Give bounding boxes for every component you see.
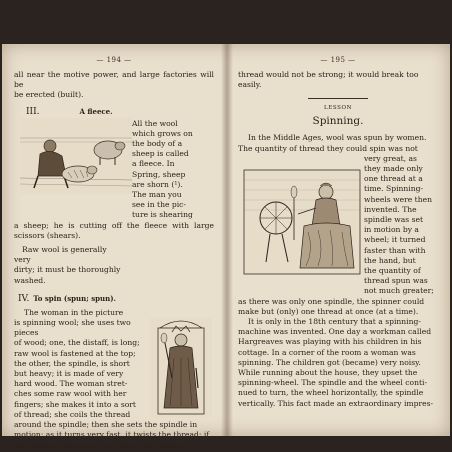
beside-fig-line: in motion by a	[364, 225, 419, 235]
raw-wool-line: Raw wool is generally very	[14, 245, 107, 265]
beside-fig-line: they made only	[364, 164, 423, 174]
body-line: machine was invented. One day a workman called	[238, 327, 432, 337]
spin-line: fingers; she makes it into a sort	[14, 399, 136, 409]
spin-line: the different fibres of wool were not twisted, the	[14, 440, 202, 450]
book-gutter	[221, 44, 233, 436]
beside-fig-line: very great, as	[364, 153, 417, 163]
section-roman: IV.	[18, 293, 30, 304]
beside-fig-line: not much greater;	[364, 286, 434, 296]
spinning-wheel-illustration	[244, 170, 360, 274]
section-fleece-heading	[14, 107, 214, 117]
fleece-line: All the wool	[132, 118, 178, 128]
body-line: It is only in the 18th century that a spinning-	[248, 317, 421, 327]
fleece-continuation: a sheep; he is cutting off the fleece with large scissors (shears).	[14, 220, 214, 240]
body-line: spinning-wheel. The spindle and the wheel conti-	[238, 378, 428, 388]
lesson-title: Spinning.	[312, 115, 364, 128]
spin-line: motion; as it turns very fast, it twists the thread; if	[14, 430, 210, 440]
fleece-line: The man you	[132, 190, 182, 200]
spin-line: ches some raw wool with her	[14, 389, 127, 399]
raw-wool-line: dirty; it must be thoroughly	[14, 265, 121, 275]
left-page-number: — 194 —	[96, 56, 132, 64]
beside-fig-line: the hand, but	[364, 255, 416, 265]
beside-fig-line: faster than with	[364, 245, 426, 255]
fleece-line: ture is shearing	[132, 210, 193, 220]
section-title: A fleece.	[79, 106, 113, 116]
body-line: make but (only) one thread at once (at a time).	[238, 306, 419, 316]
raw-wool-line: washed.	[14, 275, 46, 285]
lesson-rule	[308, 98, 368, 99]
fleece-line: Spring, sheep	[132, 169, 186, 179]
body-line: While running about the house, they upset the	[238, 368, 418, 378]
beside-fig-line: the quantity of	[364, 266, 421, 276]
fleece-line: a fleece. In	[132, 159, 175, 169]
beside-figure-column	[364, 154, 438, 297]
beside-fig-line: one thread at a	[364, 174, 423, 184]
section-spin-heading	[14, 294, 214, 304]
fleece-line: are shorn (¹).	[132, 179, 183, 189]
intro-line: In the Middle Ages, wool was spun by women.	[248, 133, 427, 143]
body-line: vertically. This fact made an extraordinary impres-	[238, 398, 434, 408]
beside-fig-line: spindle was set	[364, 215, 424, 225]
fleece-line: the body of a	[132, 139, 183, 149]
body-line: spinning. The children got (became) very noisy.	[238, 357, 421, 367]
shearing-illustration	[20, 118, 132, 194]
body-line: Hargreaves was playing with his children in his	[238, 337, 422, 347]
body-line: cottage. In a corner of the room a woman was	[238, 347, 416, 357]
right-page-number: — 195 —	[320, 56, 356, 64]
spin-line: is spinning wool; she uses two pieces	[14, 318, 131, 338]
spin-line: hard wood. The woman stret-	[14, 379, 128, 389]
fleece-column	[132, 119, 214, 221]
spin-column	[14, 308, 146, 420]
spin-line: but heavy; it is made of very	[14, 369, 124, 379]
beside-fig-line: wheel; it turned	[364, 235, 426, 245]
lesson-label: LESSON	[323, 105, 353, 112]
spin-line: around the spindle; then she sets the spindle in	[14, 420, 198, 430]
body-line: nued to turn, the wheel horizontally, the spindle	[238, 388, 424, 398]
beside-fig-line: time. Spinning-	[364, 184, 424, 194]
right-top-line: thread would not be strong; it would break too	[238, 70, 419, 79]
fleece-line: which grows on	[132, 128, 193, 138]
beside-fig-line: thread spun was	[364, 276, 428, 286]
spin-line: The woman in the picture	[24, 307, 124, 317]
right-top-line: easily.	[238, 80, 262, 90]
left-top-line2: be erected (built).	[14, 90, 84, 100]
intro-line: The quantity of thread they could spin was not	[238, 143, 418, 153]
spin-line: the other, the spindle, is short	[14, 358, 130, 368]
section-roman: III.	[26, 106, 40, 117]
spinning-woman-illustration	[150, 318, 212, 418]
left-top-line: all near the motive power, and large factories will be	[14, 70, 214, 90]
fleece-line: see in the pic-	[132, 200, 186, 210]
spin-line: raw wool is fastened at the top;	[14, 348, 136, 358]
spin-line: of thread; she coils the thread	[14, 409, 131, 419]
beside-fig-line: invented. The	[364, 204, 417, 214]
raw-wool-block	[14, 245, 124, 286]
beside-fig-line: wheels were then	[364, 194, 432, 204]
spin-line: of wood; one, the distaff, is long;	[14, 338, 140, 348]
body-line: as there was only one spindle, the spinner could	[238, 296, 425, 306]
section-title: To spin (spun; spun).	[33, 293, 116, 303]
fleece-line: sheep is called	[132, 149, 189, 159]
